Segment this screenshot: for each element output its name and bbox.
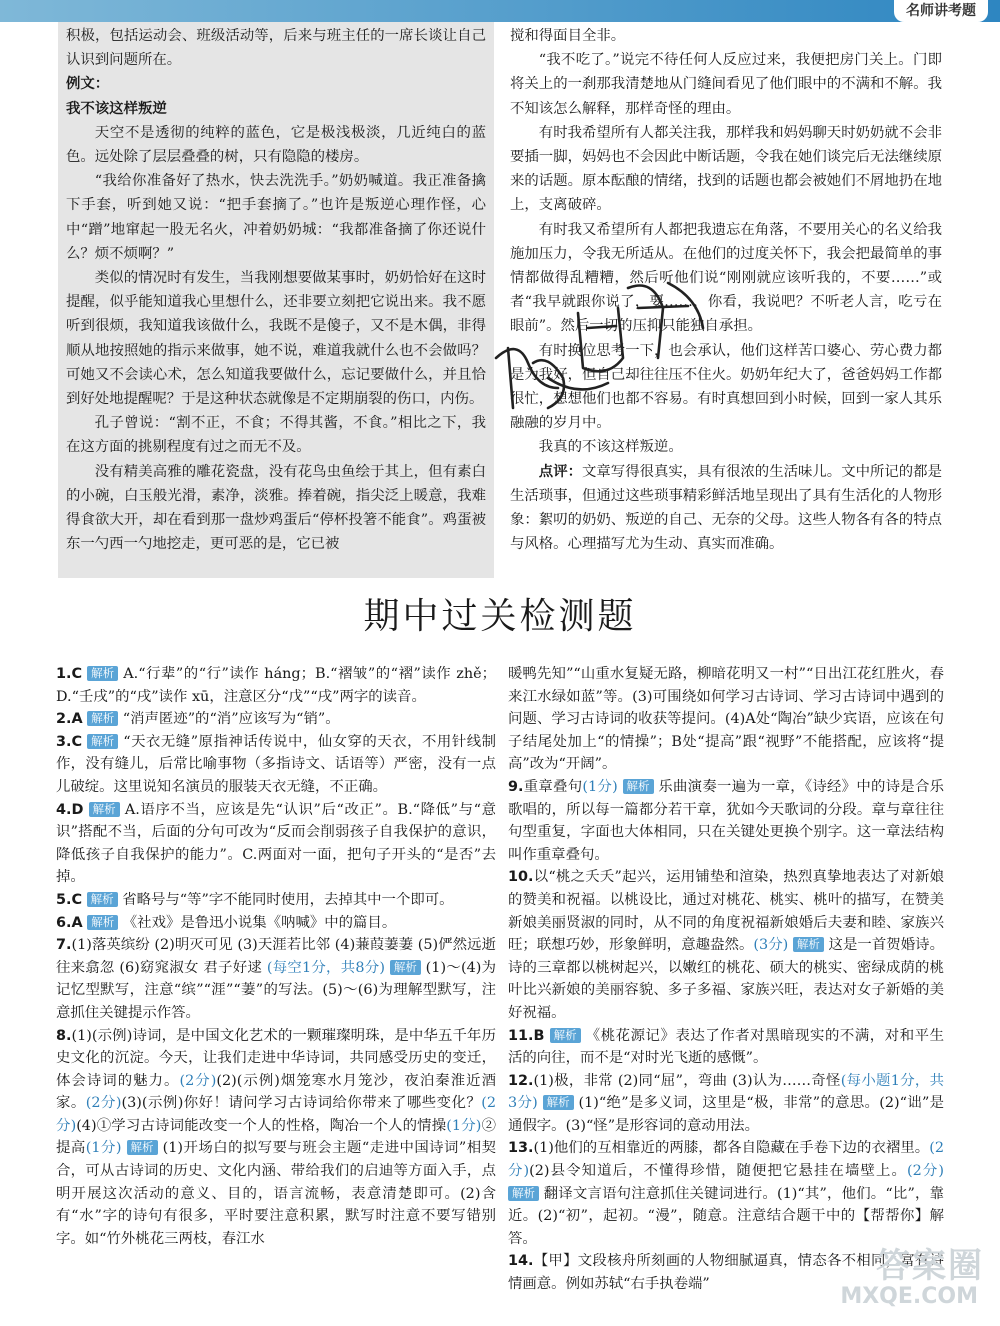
answer-5 bbox=[56, 889, 496, 912]
score-note: (2分) bbox=[85, 1095, 122, 1112]
example-label: 例文： bbox=[66, 75, 110, 93]
answer-text: (3)(示例)你好！请问学习古诗词给你带来了哪些变化？ bbox=[121, 1095, 482, 1112]
essay-comment bbox=[510, 460, 942, 557]
score-note: (2分) bbox=[508, 1140, 944, 1180]
score-note: (2分) bbox=[907, 1163, 945, 1180]
answer-2 bbox=[56, 708, 496, 731]
answer-6 bbox=[56, 912, 496, 935]
answer-text: 以“桃之夭夭”起兴，运用铺垫和渲染，热烈真挚地表达了对新娘的赞美和祝福。以桃设比，通过对桃花、桃实、桃叶的描写，在赞美新娘美丽贤淑的同时，从不同的角度祝福新娘婚后夫妻和睦、家族兴旺；联想巧妙，形象鲜明，意趣盎然。 bbox=[508, 869, 944, 954]
answer-8 bbox=[56, 1025, 496, 1251]
answer-11 bbox=[508, 1025, 944, 1070]
essay-paragraph: 有时我希望所有人都关注我，那样我和妈妈聊天时奶奶就不会非要插一脚，妈妈也不会因此中断话题，令我在她们谈完后无法继续原来的话题。原本酝酿的情绪，找到的话题也都会被她们不屑地扔在地上，支离破碎。 bbox=[510, 124, 942, 214]
answer-text: (1)他们的互相靠近的两膝，都各自隐藏在手卷下边的衣褶里。 bbox=[533, 1140, 930, 1157]
watermark-logo-text: 答案圈 bbox=[876, 1246, 984, 1286]
answer-text: 翻译文言语句注意抓住关键词进行。(1)“其”，他们。“比”，靠近。(2)“初”，起初。“漫”，随意。注意结合题干中的【帮帮你】解答。 bbox=[508, 1185, 944, 1247]
analysis-tag: 解析 bbox=[543, 1095, 574, 1110]
answer-number: 2.A bbox=[56, 711, 83, 728]
answer-number: 3.C bbox=[56, 733, 83, 750]
answer-text: (1)～(4)为记忆型默写，注意“缤”“涯”“萋”的写法。(5)～(6)为理解型默写，注意抓住关键提示作答。 bbox=[56, 959, 496, 1021]
answer-number: 13. bbox=[508, 1140, 534, 1157]
watermark bbox=[834, 1238, 994, 1322]
answer-number: 5.C bbox=[56, 891, 83, 908]
answer-text: ②提高 bbox=[56, 1117, 496, 1157]
score-note: (3分) bbox=[753, 937, 789, 954]
comment-label: 点评： bbox=[538, 462, 582, 480]
answer-4 bbox=[56, 799, 496, 889]
answer-text: (1)落英缤纷 (2)明灭可见 (3)天涯若比邻 (4)蒹葭萋萋 (5)俨然远逝 往来翕忽 (6)窈窕淑女 君子好逑 bbox=[56, 937, 496, 976]
essay-paragraph: 搅和得面目全非。 bbox=[510, 28, 626, 44]
answer-text: (1)“绝”是多义词，这里是“极，非常”的意思。(2)“诎”是通假字。(3)“怪”是形容词的意动用法。 bbox=[508, 1095, 944, 1134]
essay-right-column bbox=[510, 24, 942, 556]
section-title: 期中过关检测题 bbox=[363, 596, 637, 637]
answer-text: A.“行辈”的“行”读作 háng；B.“褶皱”的“褶”读作 zhě；D.“壬戌”的“戌”读作 xū，注意区分“戊”“戌”两字的读音。 bbox=[56, 666, 497, 705]
essay-title: 我不该这样叛逆 bbox=[66, 99, 167, 117]
answer-text: (2)(示例)烟笼寒水月笼沙，夜泊秦淮近酒家。 bbox=[56, 1072, 496, 1112]
answer-9 bbox=[508, 776, 944, 866]
score-note: (1分) bbox=[582, 778, 618, 795]
answer-13 bbox=[508, 1137, 944, 1250]
analysis-tag: 解析 bbox=[89, 802, 120, 817]
answer-text: (2)县令知道后，不懂得珍惜，随便把它悬挂在墙壁上。 bbox=[529, 1163, 908, 1180]
analysis-tag: 解析 bbox=[87, 711, 118, 726]
essay-paragraph: 类似的情况时有发生，当我刚想要做某事时，奶奶恰好在这时提醒，似乎能知道我心里想什么，还非要立刻把它说出来。我不愿听到很烦，我知道我该做什么，我既不是傻子，又不是木偶，非得顺从地按照她的指示来做事，她不说，难道我就什么也不会做吗？可她又不会读心术，怎么知道我要做什么，忘记要做什么，并且恰到好处地提醒呢？于是这种状态就像是不定期崩裂的伤口，内伤。 bbox=[66, 270, 486, 408]
answer-number: 9. bbox=[508, 778, 524, 795]
answer-1 bbox=[56, 663, 496, 708]
analysis-tag: 解析 bbox=[87, 915, 118, 930]
answer-number: 11.B bbox=[508, 1027, 545, 1044]
essay-paragraph: 我真的不该这样叛逆。 bbox=[538, 439, 683, 456]
analysis-tag: 解析 bbox=[623, 779, 654, 794]
answer-text: 重章叠句 bbox=[523, 778, 583, 795]
analysis-tag: 解析 bbox=[87, 666, 118, 681]
answer-text: (1)开场白的拟写要与班会主题“走进中国诗词”相契合，可从古诗词的历史、文化内涵、带给我们的启迪等方面入手，点明开展这次活动的意义、目的，语言流畅，表意清楚即可。(2)含有“水”字的诗句有很多，平时要注意积累，默写时注意不要写错别字。如“竹外桃花三两枝，春江水 bbox=[56, 1140, 497, 1247]
answer-text: 省略号与“等”字不能同时使用，去掉其中一个即可。 bbox=[122, 891, 454, 908]
score-note: (1分) bbox=[85, 1140, 122, 1157]
answer-number: 8. bbox=[56, 1027, 72, 1044]
header-bar bbox=[0, 0, 1000, 22]
score-note: (2分) bbox=[179, 1072, 217, 1089]
answer-text: 《桃花源记》表达了作者对黑暗现实的不满，对和平生活的向往，而不是“对时光飞逝的感慨”。 bbox=[508, 1027, 944, 1067]
answer-number: 12. bbox=[508, 1072, 534, 1089]
score-note: (每空1分，共8分) bbox=[266, 959, 386, 976]
answer-text: “消声匿迹”的“消”应该写为“销”。 bbox=[122, 711, 340, 728]
answer-text: A.语序不当，应该是先“认识”后“改正”。B.“降低”与“意识”搭配不当，后面的分句可改为“反而会削弱孩子自我保护的意识，降低孩子自我保护的能力”。C.两面对一面，把句子开头的“是否”去掉。 bbox=[56, 801, 497, 886]
analysis-tag: 解析 bbox=[508, 1186, 539, 1201]
answer-text: “天衣无缝”原指神话传说中，仙女穿的天衣，不用针线制作，没有缝儿，后常比喻事物（多指诗文、话语等）严密，没有一点儿破绽。这里说知名演员的服装天衣无缝，不正确。 bbox=[56, 733, 497, 795]
watermark-url: MXQE.COM bbox=[840, 1284, 978, 1309]
answer-number: 7. bbox=[56, 937, 72, 954]
analysis-tag: 解析 bbox=[87, 892, 118, 907]
essay-left-column bbox=[66, 24, 486, 556]
score-note: (2分) bbox=[56, 1095, 496, 1134]
answer-text: (1)极，非常 (2)同“屈”，弯曲 (3)认为……奇怪 bbox=[533, 1072, 841, 1089]
essay-paragraph: 没有精美高雅的雕花瓷盘，没有花鸟虫鱼绘于其上，但有素白的小碗，白玉般光滑，素净，淡雅。捧着碗，指尖泛上暖意，我难得食欲大开，却在看到那一盘炒鸡蛋后“停杯投箸不能食”。鸡蛋被东一勺西一勺地挖走，更可恶的是，它已被 bbox=[66, 463, 486, 553]
answer-number: 6.A bbox=[56, 914, 83, 931]
essay-paragraph: 有时我又希望所有人都把我遗忘在角落，不要用关心的名义给我施加压力，令我无所适从。在他们的过度关怀下，我会把最简单的事情都做得乱糟糟，然后听他们说“刚刚就应该听我的，不要……”或者“我早就跟你说了，要……，你看，我说吧？不听老人言，吃亏在眼前”。然后一切的压抑只能独自承担。 bbox=[510, 221, 942, 335]
comment-text: 文章写得很真实，具有很浓的生活味儿。文中所记的都是生活琐事，但通过这些琐事精彩鲜活地呈现出了具有生活化的人物形象：絮叨的奶奶、叛逆的自己、无奈的父母。这些人物各有各的特点与风格。心理描写尤为生动、真实而准确。 bbox=[510, 463, 942, 553]
essay-paragraph: 天空不是透彻的纯粹的蓝色，它是极浅极淡，几近纯白的蓝色。远处除了层层叠叠的树，只有隐隐的楼房。 bbox=[66, 124, 486, 166]
essay-paragraph: “我给你准备好了热水，快去洗洗手。”奶奶喊道。我正准备擒下手套，听到她又说：“把手套摘了。”也许是叛逆心理作怪，心中“蹭”地窜起一股无名火，冲着奶奶城：“我都准备摘了你还说什么？烦不烦啊？” bbox=[66, 173, 486, 262]
analysis-tag: 解析 bbox=[793, 937, 824, 952]
answer-10 bbox=[508, 866, 944, 1024]
essay-paragraph: 孔子曾说：“割不正，不食；不得其酱，不食。”相比之下，我在这方面的挑剔程度有过之而无不及。 bbox=[66, 415, 486, 456]
answer-text: (4)①学习古诗词能改变一个人的性格，陶冶一个人的情操 bbox=[76, 1117, 447, 1134]
answer-text: 《社戏》是鲁迅小说集《呐喊》中的篇目。 bbox=[122, 914, 397, 931]
answers-right-column bbox=[508, 663, 944, 1296]
answer-text: (1)(示例)诗词，是中国文化艺术的一颗璀璨明珠，是中华五千年历史文化的沉淀。今天，让我们走进中华诗词，共同感受历史的变迁，体会诗词的魅力。 bbox=[56, 1027, 496, 1089]
essay-intro: 积极，包括运动会、班级活动等，后来与班主任的一席长谈让自己认识到问题所在。 bbox=[66, 28, 486, 69]
answer-7 bbox=[56, 934, 496, 1024]
answer-12 bbox=[508, 1070, 944, 1138]
answer-text: 这是一首贺婚诗。诗的三章都以桃树起兴，以嫩红的桃花、硕大的桃实、密绿成荫的桃叶比兴新娘的美丽容貌、多子多福、家族兴旺，表达对女子新婚的美好祝福。 bbox=[508, 937, 944, 1021]
answer-3 bbox=[56, 731, 496, 799]
analysis-tag: 解析 bbox=[390, 960, 421, 975]
answer-text: 【甲】文段核舟所刻画的人物细腻逼真，情态各不相同，富有诗情画意。例如苏轼“右手执卷端” bbox=[508, 1253, 944, 1293]
score-note: (每小题1分，共3分) bbox=[508, 1072, 944, 1112]
essay-paragraph: 有时换位思考一下，也会承认，他们这样苦口婆心、劳心费力都是为我好，但自己却往往压不住火。奶奶年纪大了，爸爸妈妈工作都很忙，想想他们也都不容易。有时真想回到小时候，回到一家人其乐融融的岁月中。 bbox=[510, 342, 942, 432]
analysis-tag: 解析 bbox=[87, 734, 118, 749]
answer-text: 乐曲演奏一遍为一章，《诗经》中的诗是合乐歌唱的，所以每一篇都分若干章，犹如今天歌词的分段。章与章往往句型重复，字面也大体相同，只在关键处更换个别字。这一章法结构叫作重章叠句。 bbox=[508, 778, 944, 863]
essay-paragraph: “我不吃了。”说完不待任何人反应过来，我便把房门关上。门即将关上的一刹那我清楚地从门缝间看见了他们眼中的不满和不解。我不知该怎么解释，那样奇怪的理由。 bbox=[510, 52, 942, 117]
answers-left-column bbox=[56, 663, 496, 1250]
answer-number: 10. bbox=[508, 869, 534, 886]
answer-number: 1.C bbox=[56, 666, 83, 682]
score-note: (1分) bbox=[446, 1117, 482, 1134]
answer-8-continued: 暖鸭先知”“山重水复疑无路，柳暗花明又一村”“日出江花红胜火，春来江水绿如蓝”等。(3)可围绕如何学习古诗词、学习古诗词中遇到的问题、学习古诗词的收获等提问。(4)A处“陶冶”缺少宾语，应该在句子结尾处加上“的情操”；B处“提高”跟“视野”不能搭配，应该将“提高”改为“开阔”。 bbox=[508, 666, 944, 773]
header-badge: 名师讲考题 bbox=[894, 0, 988, 22]
answer-number: 14. bbox=[508, 1253, 534, 1270]
analysis-tag: 解析 bbox=[127, 1140, 158, 1155]
analysis-tag: 解析 bbox=[550, 1028, 581, 1043]
answer-number: 4.D bbox=[56, 801, 84, 818]
